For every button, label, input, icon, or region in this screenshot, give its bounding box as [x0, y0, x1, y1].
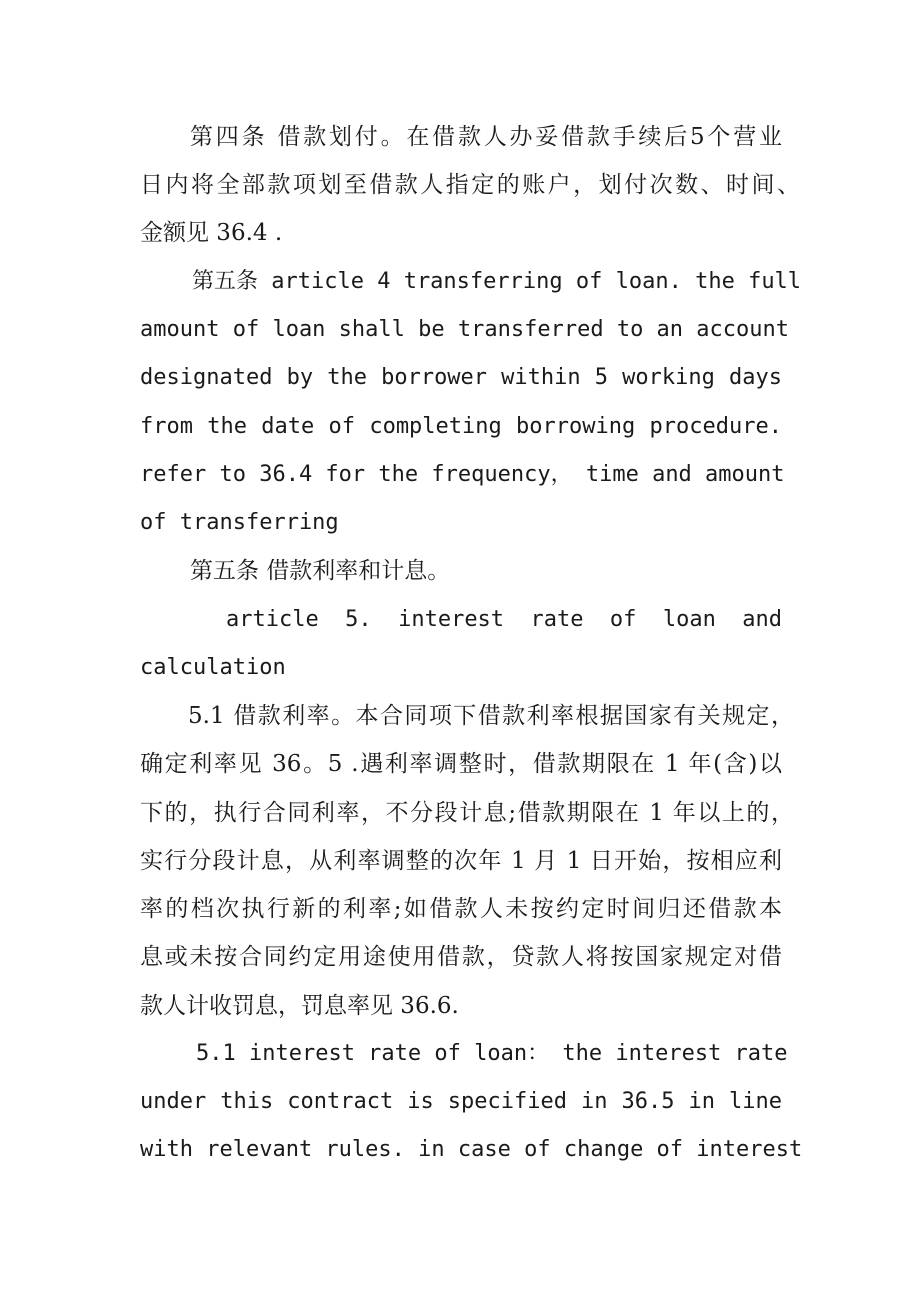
text-line: refer to 36.4 for the frequency， time and amount: [140, 462, 785, 487]
text-line: from the date of completing borrowing procedure.: [140, 414, 782, 439]
text-line: 息或未按合同约定用途使用借款，贷款人将按国家规定对借: [140, 944, 782, 970]
text-line: 第五条 借款利率和计息。: [190, 558, 451, 584]
text-line: article 5. interest rate of loan and: [226, 607, 782, 632]
text-line: with relevant rules. in case of change of interest: [140, 1137, 803, 1162]
text-line: under this contract is specified in 36.5 in line: [140, 1089, 782, 1114]
text-line: of transferring: [140, 510, 339, 535]
text-line: 率的档次执行新的利率;如借款人未按约定时间归还借款本: [140, 896, 782, 922]
text-line: 5.1 借款利率。本合同项下借款利率根据国家有关规定，: [188, 703, 794, 729]
text-line: 第五条 article 4 transferring of loan. the full: [192, 269, 802, 294]
text-line: designated by the borrower within 5 working days: [140, 365, 782, 390]
text-line: calculation: [140, 655, 286, 680]
text-line: 第四条 借款划付。在借款人办妥借款手续后5个营业: [190, 124, 782, 150]
text-line: 实行分段计息，从利率调整的次年 1 月 1 日开始，按相应利: [140, 848, 782, 874]
text-line: 确定利率见 36。5 .遇利率调整时，借款期限在 1 年(含)以: [140, 751, 782, 777]
text-line: amount of loan shall be transferred to an account: [140, 317, 790, 342]
text-line: 5.1 interest rate of loan： the interest rate: [196, 1041, 788, 1066]
text-line: 款人计收罚息，罚息率见 36.6.: [140, 993, 459, 1019]
text-line: 日内将全部款项划至借款人指定的账户，划付次数、时间、: [140, 172, 800, 198]
text-line: 下的，执行合同利率，不分段计息;借款期限在 1 年以上的，: [140, 800, 794, 826]
text-line: 金额见 36.4 .: [140, 220, 283, 246]
